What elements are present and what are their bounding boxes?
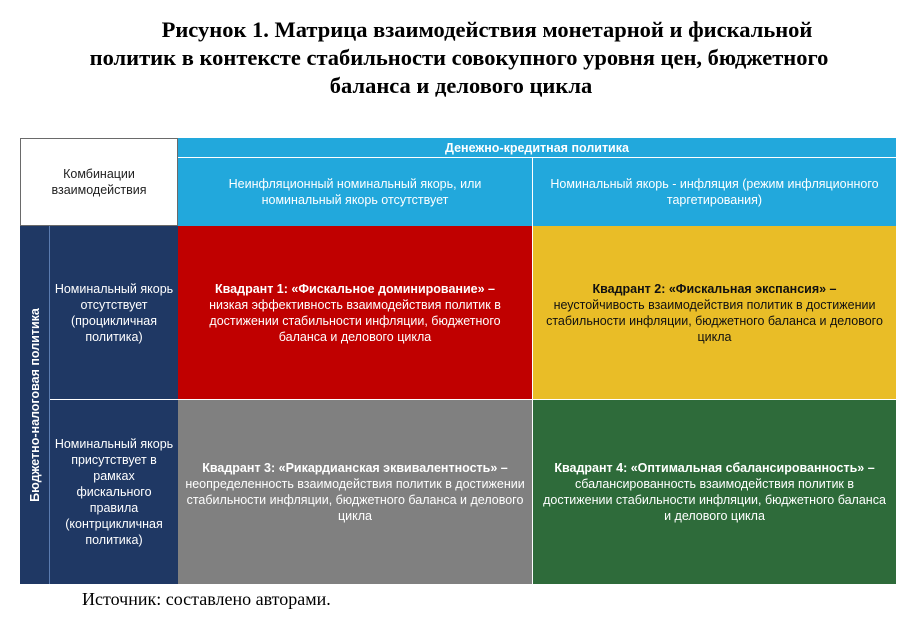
quadrant-3 [178,400,533,584]
figure-title [0,16,918,100]
figure-title-line-3: баланса и делового цикла [329,73,593,98]
fiscal-row-1: Номинальный якорь отсутствует (процикличная политика) [50,226,178,400]
quadrant-1 [178,226,533,400]
fiscal-policy-header [20,226,50,584]
quadrant-2-title: Квадрант 2: «Фискальная экспансия» – [592,281,837,296]
fiscal-row-2: Номинальный якорь присутствует в рамках фискального правила (контрцикличная политика) [50,400,178,584]
monetary-column-2: Номинальный якорь - инфляция (режим инфляционного таргетирования) [533,158,896,226]
monetary-policy-header: Денежно-кредитная политика [178,138,896,158]
source-note: Источник: составлено авторами. [82,589,331,609]
quadrant-4-text: сбалансированность взаимодействия политик в достижении стабильности инфляции, бюджетного баланса и делового цикла [543,477,886,523]
figure-title-line-1: Рисунок 1. Матрица взаимодействия монетарной и фискальной [161,17,813,42]
fiscal-policy-header-label: Бюджетно-налоговая политика [27,308,42,502]
quadrant-2 [533,226,896,400]
figure-title-line-2: политик в контексте стабильности совокупного уровня цен, бюджетного [89,45,829,70]
quadrant-1-title: Квадрант 1: «Фискальное доминирование» – [215,281,495,296]
quadrant-3-title: Квадрант 3: «Рикардианская эквивалентность» – [202,461,508,475]
monetary-column-1: Неинфляционный номинальный якорь, или номинальный якорь отсутствует [178,158,533,226]
quadrant-4-title: Квадрант 4: «Оптимальная сбалансированность» – [554,461,875,475]
interaction-matrix [20,138,896,584]
quadrant-3-text: неопределенность взаимодействия политик в достижении стабильности инфляции, бюджетного баланса и делового цикла [185,477,525,523]
corner-label: Комбинации взаимодействия [20,138,178,226]
quadrant-1-text: низкая эффективность взаимодействия политик в достижении стабильности инфляции, бюджетного баланса и делового цикла [209,297,501,344]
quadrant-4 [533,400,896,584]
quadrant-2-text: неустойчивость взаимодействия политик в достижении стабильности инфляции, бюджетного баланса и делового цикла [546,297,883,344]
